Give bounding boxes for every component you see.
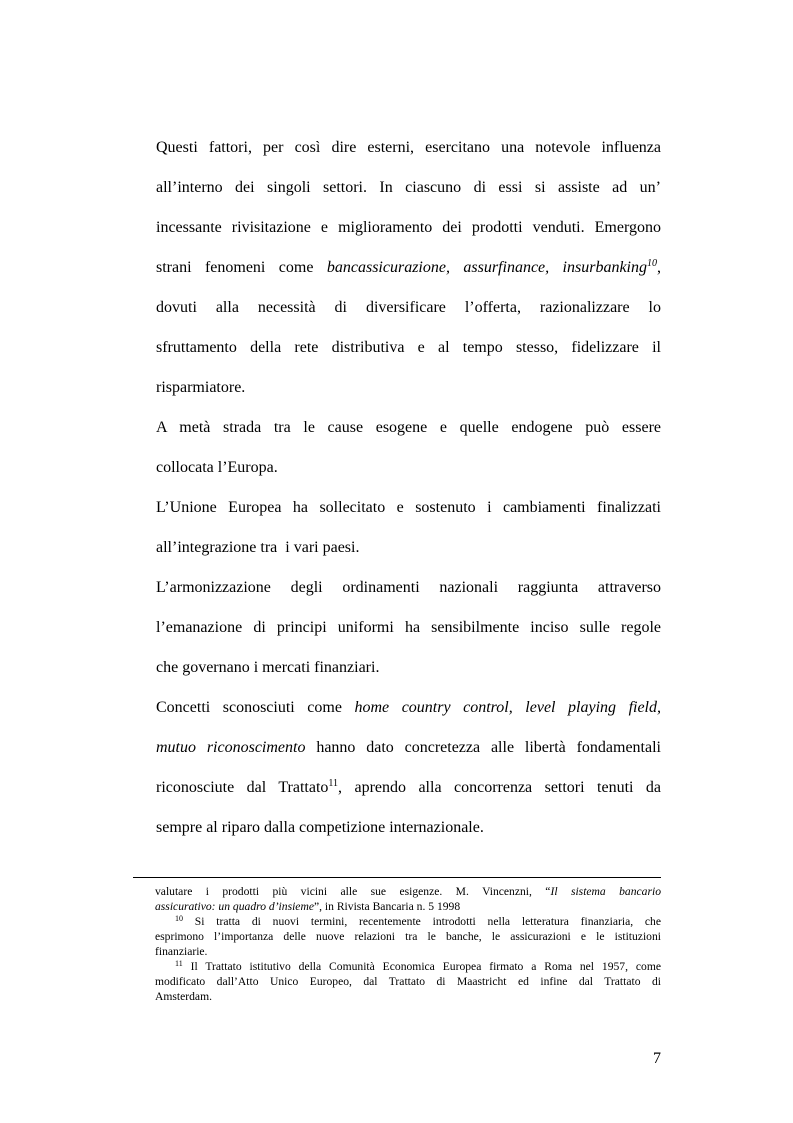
text-span: Concetti sconosciuti come	[156, 699, 355, 716]
text-line	[156, 688, 661, 728]
page-number: 7	[653, 1050, 661, 1067]
text-line: A metà strada tra le cause esogene e quelle endogene può essere	[156, 419, 661, 436]
footnote-10	[155, 914, 661, 929]
text-line: sempre al riparo dalla competizione internazionale.	[156, 819, 484, 836]
text-span: ,	[657, 259, 661, 276]
text-span: Si tratta di nuovi termini, recentemente introdotti nella letteratura finanziaria, che	[183, 915, 661, 928]
text-span: hanno dato concretezza alle libertà fondamentali	[305, 739, 661, 756]
text-line: Questi fattori, per così dire esterni, esercitano una notevole influenza	[156, 139, 661, 156]
text-span: riconosciute dal Trattato	[156, 779, 329, 796]
text-line: all’integrazione tra i vari paesi.	[156, 539, 360, 556]
footnote-ref-11: 11	[328, 778, 339, 789]
footnote-line: Amsterdam.	[155, 990, 212, 1003]
italic-terms: bancassicurazione, assurfinance, insurbanking	[326, 259, 647, 276]
footnote-number: 10	[175, 914, 183, 923]
text-span: valutare i prodotti più vicini alle sue esigenze. M. Vincenzni, “	[155, 885, 551, 898]
footnote-line	[155, 899, 661, 914]
italic-title: assicurativo: un quadro d’insieme	[155, 900, 314, 913]
text-line: incessante rivisitazione e miglioramento dei prodotti venduti. Emergono	[156, 219, 661, 236]
footnote-line: esprimono l’importanza delle nuove relazioni tra le banche, le assicurazioni e le istituzioni	[155, 930, 661, 943]
footnote-ref-10: 10	[647, 258, 657, 269]
footnote-11	[155, 959, 661, 974]
text-line: dovuti alla necessità di diversificare l’offerta, razionalizzare lo	[156, 299, 661, 316]
text-line: L’armonizzazione degli ordinamenti nazionali raggiunta attraverso	[156, 579, 661, 596]
footnote-number: 11	[175, 959, 183, 968]
text-line: risparmiatore.	[156, 379, 246, 396]
italic-terms: mutuo riconoscimento	[156, 739, 306, 756]
text-line: sfruttamento della rete distributiva e al tempo stesso, fidelizzare il	[156, 339, 661, 356]
text-line	[156, 728, 661, 768]
text-line: che governano i mercati finanziari.	[156, 659, 380, 676]
footnote-line: modificato dall’Atto Unico Europeo, dal Trattato di Maastricht ed infine dal Trattato di	[155, 975, 661, 988]
text-span: ”, in Rivista Bancaria n. 5 1998	[313, 900, 461, 913]
footnote-line	[155, 884, 661, 899]
text-span: , aprendo alla concorrenza settori tenuti da	[338, 779, 661, 796]
footnotes	[155, 884, 661, 1004]
main-text	[156, 128, 661, 848]
footnote-separator	[133, 877, 661, 878]
text-line: collocata l’Europa.	[156, 459, 278, 476]
italic-terms: home country control, level playing field,	[354, 699, 662, 716]
italic-title: Il sistema bancario	[550, 885, 661, 898]
text-line: l’emanazione di principi uniformi ha sensibilmente inciso sulle regole	[156, 619, 661, 636]
footnote-line: finanziarie.	[155, 945, 208, 958]
text-span: Il Trattato istitutivo della Comunità Economica Europea firmato a Roma nel 1957, come	[182, 960, 661, 973]
text-span: strani fenomeni come	[156, 259, 327, 276]
text-line	[156, 248, 661, 288]
text-line: L’Unione Europea ha sollecitato e sostenuto i cambiamenti finalizzati	[156, 499, 661, 516]
text-line: all’interno dei singoli settori. In ciascuno di essi si assiste ad un’	[156, 179, 661, 196]
text-line	[156, 768, 661, 808]
